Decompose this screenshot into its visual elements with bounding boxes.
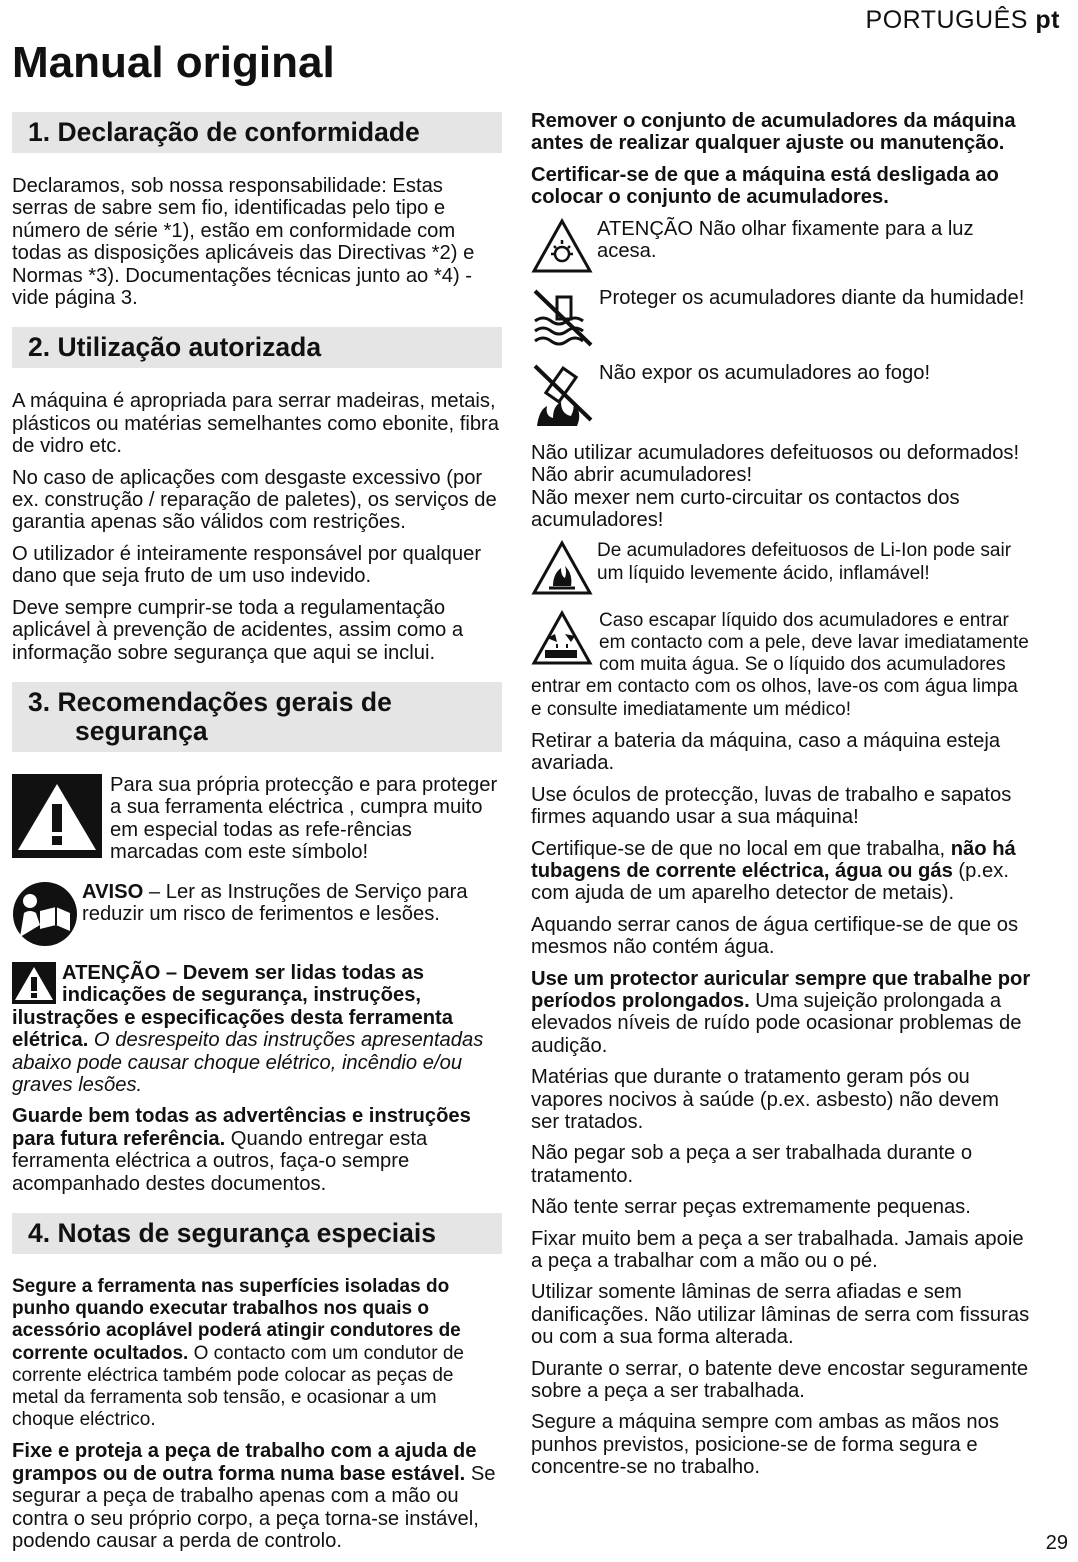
small-warning-icon	[12, 962, 56, 1004]
section-4-heading: 4. Notas de segurança especiais	[12, 1213, 502, 1254]
liquid-text: Caso escapar líquido dos acumuladores e entrar em contacto com a pele, deve lavar imediatamente com muita água. Se o líquido dos acumuladores entrar em contacto com os olhos, lave-os com água limpa e consulte imediatamente um médico!	[531, 609, 1029, 720]
aviso-label: AVISO	[82, 880, 144, 903]
no-water-icon	[531, 287, 595, 354]
no-fire-icon	[531, 362, 595, 433]
aviso-text	[82, 881, 502, 926]
light-warning-block	[531, 218, 1031, 279]
section-1-heading: 1. Declaração de conformidade	[12, 112, 502, 153]
fire-text: Não expor os acumuladores ao fogo!	[599, 362, 931, 385]
atencao-paragraph	[12, 962, 502, 1096]
page-number: 29	[1045, 1532, 1068, 1554]
section-2-paragraph-4: Deve sempre cumprir-se toda a regulamentação aplicável à prevenção de acidentes, assim como a informação sobre segurança que aqui se inclui.	[12, 596, 464, 664]
section-4-p2-text: Se segurar a peça de trabalho apenas com a mão ou contra o seu próprio corpo, a peça torna-se instável, podendo causar a perda de controlo.	[12, 1462, 496, 1553]
light-warning-icon	[531, 218, 593, 279]
guarde-paragraph	[12, 1105, 502, 1195]
flammable-warning-icon	[531, 540, 593, 601]
glasses-text: Use óculos de protecção, luvas de trabalho e sapatos firmes aquando usar a sua máquina!	[531, 783, 1012, 829]
warning-triangle-icon	[12, 774, 102, 863]
under-workpiece-text: Não pegar sob a peça a ser trabalhada durante o tratamento.	[531, 1142, 973, 1187]
section-3-heading	[12, 682, 502, 752]
corrosive-warning-icon	[531, 610, 593, 668]
language-name: PORTUGUÊS	[865, 6, 1028, 34]
aviso-block	[12, 881, 502, 952]
ear-protection-text: Uma sujeição prolongada a elevados níveis de ruído pode ocasionar problemas de audição.	[531, 989, 1022, 1057]
pipes-paragraph	[531, 838, 1031, 905]
aviso-body: – Ler as Instruções de Serviço para reduzir um risco de ferimentos e lesões.	[82, 880, 468, 925]
small-pieces-text: Não tente serrar peças extremamente pequenas.	[531, 1196, 971, 1219]
switch-off-note: Certificar-se de que a máquina está desligada ao colocar o conjunto de acumuladores.	[531, 163, 999, 209]
hold-machine-text: Segure a máquina sempre com ambas as mãos nos punhos previstos, posicione-se de forma segura e concentre-se no trabalho.	[531, 1411, 999, 1479]
left-column	[12, 112, 502, 1561]
section-2-paragraph-2: No caso de aplicações com desgaste excessivo (por ex. construção / reparação de paletes), os serviços de garantia apenas são válidos com restrições.	[12, 466, 497, 534]
section-4-p2-bold: Fixe e proteja a peça de trabalho com a ajuda de grampos ou de outra forma numa base estável.	[12, 1440, 477, 1485]
ear-protection-paragraph	[531, 968, 1031, 1058]
section-3-heading-line-2: segurança	[75, 715, 208, 746]
defective-text: Não utilizar acumuladores defeituosos ou deformados!	[531, 441, 1020, 464]
no-open-text: Não abrir acumuladores!	[531, 464, 753, 487]
remove-battery-note: Remover o conjunto de acumuladores da máquina antes de realizar qualquer ajuste ou manutenção.	[531, 110, 1016, 155]
section-3-heading-line-1: 3. Recomendações gerais de	[28, 686, 392, 717]
pipes-text-bold: não há tubagens de corrente eléctrica, água ou gás	[531, 837, 1016, 882]
section-4-paragraph-2	[12, 1440, 502, 1552]
ear-protection-bold: Use um protector auricular sempre que trabalhe por períodos prolongados.	[531, 967, 1031, 1012]
light-warning-text: ATENÇÃO Não olhar fixamente para a luz acesa.	[597, 217, 974, 263]
humidity-block	[531, 287, 1031, 354]
stop-text: Durante o serrar, o batente deve encostar seguramente sobre a peça a ser trabalhada.	[531, 1357, 1029, 1403]
atencao-italic: O desrespeito das instruções apresentadas abaixo pode causar choque elétrico, incêndio e/ou graves lesões.	[12, 1029, 484, 1096]
language-label	[866, 6, 1060, 35]
section-2-paragraph-3: O utilizador é inteiramente responsável por qualquer dano que seja fruto de um uso indevido.	[12, 542, 482, 588]
dust-text: Matérias que durante o tratamento geram pós ou vapores nocivos à saúde (p.ex. asbesto) não devem ser tratados.	[531, 1066, 999, 1133]
humidity-text: Proteger os acumuladores diante da humidade!	[599, 287, 1025, 310]
guarde-text: Quando entregar esta ferramenta eléctrica a outros, faça-o sempre acompanhado destes documentos.	[12, 1127, 428, 1195]
no-touch-text: Não mexer nem curto-circuitar os contactos dos acumuladores!	[531, 486, 960, 532]
read-manual-icon	[12, 881, 78, 952]
guarde-bold: Guarde bem todas as advertências e instruções para futura referência.	[12, 1105, 471, 1150]
general-warning-block	[12, 774, 502, 873]
fire-block	[531, 362, 1031, 433]
fix-workpiece-text: Fixar muito bem a peça a ser trabalhada. Jamais apoie a peça a trabalhar com a mão ou o pé.	[531, 1227, 1024, 1273]
general-warning-text: Para sua própria protecção e para proteger a sua ferramenta eléctrica , cumpra muito em especial todas as refe-rências marcadas com este símbolo!	[110, 773, 498, 864]
liion-block	[531, 540, 1031, 601]
blades-text: Utilizar somente lâminas de serra afiadas e sem danificações. Não utilizar lâminas de serra com fissuras ou com a sua forma alterada.	[531, 1281, 1030, 1349]
section-2-paragraph-1: A máquina é apropriada para serrar madeiras, metais, plásticos ou matérias semelhantes como ebonite, fibra de vidro etc.	[12, 390, 499, 458]
water-pipes-text: Aquando serrar canos de água certifique-se de que os mesmos não contém água.	[531, 913, 1019, 959]
section-4-paragraph-1	[12, 1276, 502, 1431]
liquid-paragraph	[531, 610, 1031, 721]
battery-remove-text: Retirar a bateria da máquina, caso a máquina esteja avariada.	[531, 729, 1001, 775]
section-4-p1-bold: Segure a ferramenta nas superfícies isoladas do punho quando executar trabalhos nos quais o acessório acoplável poderá atingir condutores de corrente ocultados.	[12, 1276, 461, 1364]
language-code: pt	[1035, 6, 1060, 34]
right-column	[531, 110, 1031, 1488]
pipes-text-a: Certifique-se de que no local em que trabalha,	[531, 837, 951, 860]
liion-text: De acumuladores defeituosos de Li-Ion pode sair um líquido levemente ácido, inflamável!	[597, 540, 1012, 584]
page-title: Manual original	[12, 38, 335, 87]
atencao-bold: ATENÇÃO – Devem ser lidas todas as indicações de segurança, instruções, ilustrações e especificações desta ferramenta elétrica.	[12, 961, 453, 1052]
section-4-p1-text: O contacto com um condutor de corrente eléctrica também pode colocar as peças de metal da ferramenta sob tensão, e ocasionar a um choque eléctrico.	[12, 1342, 464, 1431]
section-1-paragraph: Declaramos, sob nossa responsabilidade: Estas serras de sabre sem fio, identificadas pelo tipo e número de série *1), estão em conformidade com todas as disposições aplicáveis das Directivas *2) e Normas *3). Documentações técnicas junto ao *4) - vide página 3.	[12, 175, 475, 310]
pipes-text-c: (p.ex. com ajuda de um aparelho detector de metais).	[531, 859, 1009, 905]
section-2-heading: 2. Utilização autorizada	[12, 327, 502, 368]
